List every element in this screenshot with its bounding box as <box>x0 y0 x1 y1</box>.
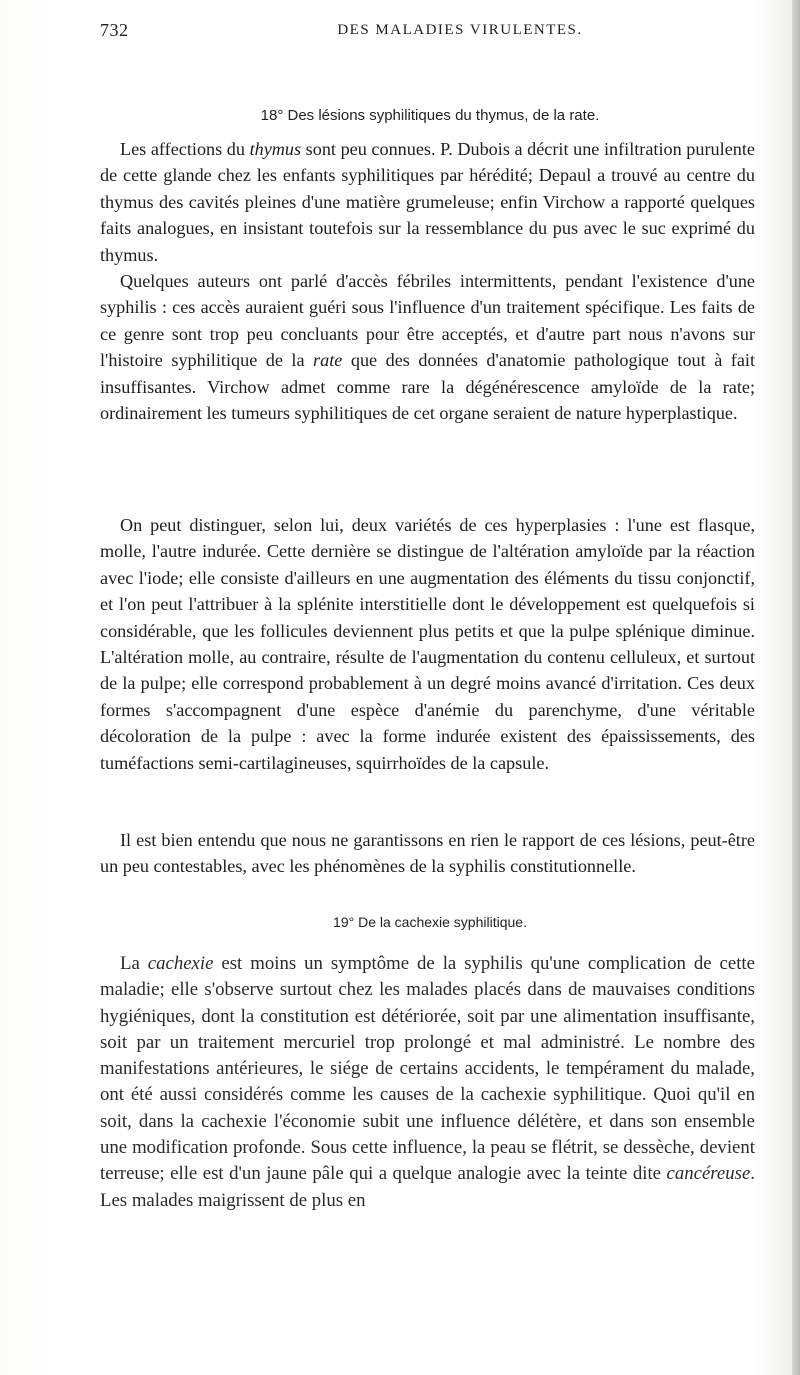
section-heading-thymus-rate: 18° Des lésions syphilitiques du thymus, de la rate. <box>260 107 600 124</box>
section-heading-cachexie: 19° De la cachexie syphilitique. <box>333 914 527 930</box>
page-header <box>100 20 760 50</box>
paragraph-thymus <box>100 136 755 268</box>
paragraph-cachexie <box>100 951 755 1214</box>
paragraph-text: Les affections du <box>120 139 250 159</box>
page-edge <box>792 0 800 1375</box>
paragraph-text: sont peu connues. P. Dubois a décrit une infiltration purulente de cette glande chez les enfants syphilitiques par hérédité; Depaul a trouvé au centre du thymus des cavités pleines d'une matière grumeleuse; enfin Virchow a rapporté quelques faits analogues, en insistant toutefois sur la ressemblance du pus avec le suc exprimé du thymus. <box>100 139 755 265</box>
page-number: 732 <box>100 20 129 40</box>
paragraph-hyperplasies: On peut distinguer, selon lui, deux variétés de ces hyperplasies : l'une est flasque, molle, l'autre indurée. Cette dernière se distingue de l'altération amyloïde par la réaction avec l'iode; elle consiste d'ailleurs en une augmentation des éléments du tissu conjonctif, et l'on peut l'attribuer à la splénite interstitielle dont le développement est quelquefois si considérable, que les follicules deviennent plus petits et que la pulpe splénique diminue. L'altération molle, au contraire, résulte de l'augmentation du contenu celluleux, et surtout de la pulpe; elle correspond probablement à un degré moins avancé d'irritation. Ces deux formes s'accompagnent d'une espèce d'anémie du parenchyme, d'une véritable décoloration de la pulpe : avec la forme indurée existent des épaississements, des tuméfactions semi-cartilagineuses, squirrhoïdes de la capsule. <box>100 515 755 773</box>
paragraph-reserve: Il est bien entendu que nous ne garantissons en rien le rapport de ces lésions, peut-être un peu contestables, avec les phénomènes de la syphilis constitutionnelle. <box>100 830 755 877</box>
paragraph-text: Quelques auteurs ont parlé d'accès fébriles intermittents, pendant l'existence d'une syphilis : ces accès auraient guéri sous l'influence d'un traitement spécifique. Les faits de ce genre sont trop peu concluants pour être acceptés, et d'autre part nous n'avons sur l'histoire syphilitique de la <box>100 271 755 371</box>
paragraph-text: . Les malades maigrissent de plus en <box>100 1163 755 1211</box>
paragraph-rate <box>100 268 755 426</box>
paragraph-text: est moins un symptôme de la syphilis qu'une complication de cette maladie; elle s'observe surtout chez les malades placés dans de mauvaises conditions hygiéniques, dont la constitution est détériorée, soit par une alimentation insuffisante, soit par un traitement mercuriel trop prolongé et mal administré. Le nombre des manifestations antérieures, le siége de certains accidents, le tempérament du malade, ont été aussi considérés comme les causes de la cachexie syphilitique. Quoi qu'il en soit, dans la cachexie l'économie subit une influence délétère, et dans son ensemble une modification profonde. Sous cette influence, la peau se flétrit, se dessèche, devient terreuse; elle est d'un jaune pâle qui a quelque analogie avec la teinte dite <box>100 953 755 1185</box>
italic-term: thymus <box>249 139 302 159</box>
paragraph-text: que des données d'anatomie pathologique tout à fait insuffisantes. Virchow admet comme rare la dégénérescence amyloïde de la rate; ordinairement les tumeurs syphilitiques de cet organe seraient de nature hyperplastique. <box>100 350 755 424</box>
italic-term: cancéreuse <box>666 1163 751 1185</box>
running-title: DES MALADIES VIRULENTES. <box>337 22 583 38</box>
italic-term: rate <box>313 350 343 371</box>
paragraph-text: La <box>120 953 148 974</box>
italic-term: cachexie <box>147 953 214 974</box>
